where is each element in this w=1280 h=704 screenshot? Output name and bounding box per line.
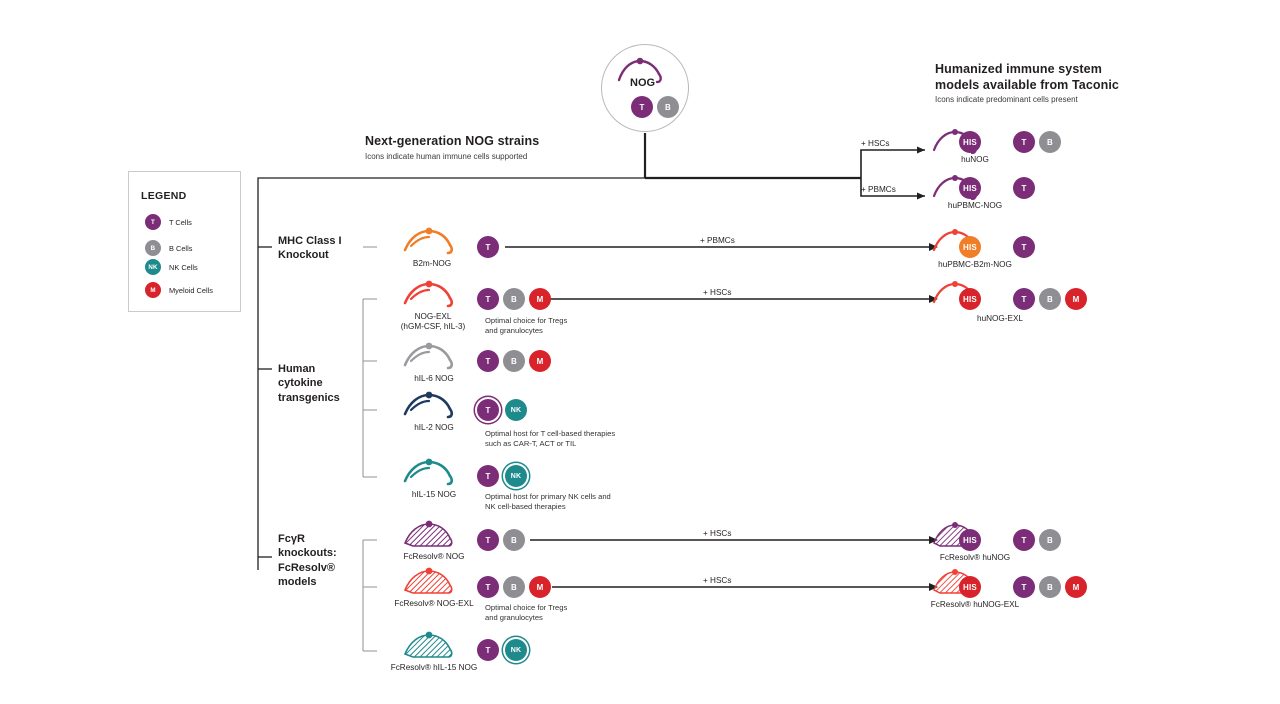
edge-label-fcresolv-nog-exl-to-hunog-exl: + HSCs xyxy=(703,576,732,585)
legend-label-nk-cells: NK Cells xyxy=(169,263,198,272)
strain-label-hil2-nog: hIL-2 NOG xyxy=(414,423,454,432)
note-hil15-nog-line1: Optimal host for primary NK cells and xyxy=(485,492,611,501)
cell-badge-t: T xyxy=(477,529,499,551)
note-hil2-nog-line2: such as CAR-T, ACT or TIL xyxy=(485,438,577,448)
group-label-mhc-line1: MHC Class I xyxy=(278,235,342,247)
mouse-icon-fcresolv-nog xyxy=(401,519,457,549)
cell-badge-b: B xyxy=(1039,576,1061,598)
cell-badge-b: B xyxy=(503,529,525,551)
note-nog-exl xyxy=(485,316,665,336)
cell-badge-b: B xyxy=(1039,288,1061,310)
note-hil15-nog xyxy=(485,492,685,512)
cell-badge-b: B xyxy=(657,96,679,118)
center-header-sub: Icons indicate human immune cells supported xyxy=(365,151,528,161)
cell-badge-t: T xyxy=(1013,131,1035,153)
mouse-icon-hil2-nog xyxy=(401,390,457,420)
cell-badge-nk: NK xyxy=(505,399,527,421)
cell-badge-b: B xyxy=(503,576,525,598)
right-header-line2: models available from Taconic xyxy=(935,77,1119,92)
cell-badge-t: T xyxy=(1013,236,1035,258)
his-badge-fcresolv-hunog-exl: HIS xyxy=(959,576,981,598)
cell-badge-t: T xyxy=(477,236,499,258)
cell-badge-nk: NK xyxy=(505,639,527,661)
right-header-line1: Humanized immune system xyxy=(935,62,1102,76)
edge-label-nog-exl-to-hunog-exl: + HSCs xyxy=(703,288,732,297)
note-hil15-nog-line2: NK cell-based therapies xyxy=(485,501,566,511)
cell-badge-m: M xyxy=(529,350,551,372)
cell-badge-t: T xyxy=(631,96,653,118)
product-label-hupbmc-b2m-nog: huPBMC-B2m-NOG xyxy=(938,260,1012,269)
strain-label-nog-exl-line1: NOG-EXL xyxy=(414,312,452,321)
note-hil2-nog-line1: Optimal host for T cell-based therapies xyxy=(485,429,616,438)
cell-badge-b: B xyxy=(503,350,525,372)
strain-label-nog-exl-line2: (hGM-CSF, hIL-3) xyxy=(400,322,466,332)
right-header-sub: Icons indicate predominant cells present xyxy=(935,95,1078,105)
cell-badge-t: T xyxy=(1013,529,1035,551)
group-label-fcgr-line1: FcγR xyxy=(278,533,305,545)
cell-badge-b: B xyxy=(1039,131,1061,153)
cell-badge-t: T xyxy=(477,288,499,310)
edge-label-b2m-to-hupbmc: + PBMCs xyxy=(700,236,735,245)
note-fcresolv-nog-exl xyxy=(485,603,665,623)
cell-badge-m: M xyxy=(529,576,551,598)
mouse-icon-hil15-nog xyxy=(401,457,457,487)
product-label-fcresolv-hunog-exl: FcResolv® huNOG-EXL xyxy=(930,600,1020,609)
strain-label-hil15-nog: hIL-15 NOG xyxy=(411,490,457,499)
mouse-icon-b2m-nog xyxy=(401,226,457,256)
legend-icon-t-cells: T xyxy=(145,214,161,230)
legend-label-b-cells: B Cells xyxy=(169,244,193,253)
note-fcresolv-nog-exl-line1: Optimal choice for Tregs xyxy=(485,603,568,612)
product-label-fcresolv-hunog: FcResolv® huNOG xyxy=(939,553,1011,562)
group-label-mhc-line2: Knockout xyxy=(278,249,329,262)
cell-badge-m: M xyxy=(1065,288,1087,310)
edge-label-hunog: + HSCs xyxy=(861,139,890,148)
cell-badge-m: M xyxy=(529,288,551,310)
mouse-icon-fcresolv-nog-exl xyxy=(401,566,457,596)
group-label-fcgr xyxy=(278,532,358,589)
root-node-label: NOG xyxy=(630,77,656,89)
cell-badge-t: T xyxy=(477,465,499,487)
mouse-icon-hil6-nog xyxy=(401,341,457,371)
legend-title: LEGEND xyxy=(141,190,187,202)
his-badge-hupbmc-nog: HIS xyxy=(959,177,981,199)
strain-label-fcresolv-nog: FcResolv® NOG xyxy=(403,552,465,561)
product-label-hunog-exl: huNOG-EXL xyxy=(977,314,1023,323)
group-label-cytokine-line3: transgenics xyxy=(278,391,340,404)
cell-badge-b: B xyxy=(503,288,525,310)
cell-badge-t: T xyxy=(477,399,499,421)
note-hil2-nog xyxy=(485,429,685,449)
note-nog-exl-line1: Optimal choice for Tregs xyxy=(485,316,568,325)
cell-badge-t: T xyxy=(1013,288,1035,310)
note-nog-exl-line2: and granulocytes xyxy=(485,325,543,335)
mouse-icon-nog-exl xyxy=(401,279,457,309)
legend-icon-b-cells: B xyxy=(145,240,161,256)
legend-icon-nk-cells: NK xyxy=(145,259,161,275)
strain-label-b2m-nog: B2m-NOG xyxy=(412,259,452,268)
strain-label-hil6-nog: hIL-6 NOG xyxy=(414,374,454,383)
edge-label-hupbmc-nog: + PBMCs xyxy=(861,185,896,194)
center-header xyxy=(365,134,615,162)
legend-label-myeloid-cells: Myeloid Cells xyxy=(169,286,213,295)
cell-badge-t: T xyxy=(477,350,499,372)
his-badge-hunog: HIS xyxy=(959,131,981,153)
group-label-mhc xyxy=(278,234,358,263)
strain-label-fcresolv-nog-exl: FcResolv® NOG-EXL xyxy=(394,599,474,608)
group-label-fcgr-line2: knockouts: xyxy=(278,547,337,560)
cell-badge-b: B xyxy=(1039,529,1061,551)
legend-icon-myeloid-cells: M xyxy=(145,282,161,298)
strain-label-fcresolv-hil15-nog: FcResolv® hIL-15 NOG xyxy=(390,663,478,672)
group-label-cytokine-line1: Human xyxy=(278,363,316,375)
group-label-cytokine-line2: cytokine xyxy=(278,377,323,390)
right-header xyxy=(935,62,1165,106)
center-header-title: Next-generation NOG strains xyxy=(365,134,540,148)
cell-badge-m: M xyxy=(1065,576,1087,598)
cell-badge-t: T xyxy=(1013,576,1035,598)
his-badge-fcresolv-hunog: HIS xyxy=(959,529,981,551)
group-label-fcgr-line4: models xyxy=(278,575,317,588)
group-label-cytokine xyxy=(278,362,358,405)
his-badge-hunog-exl: HIS xyxy=(959,288,981,310)
cell-badge-t: T xyxy=(477,639,499,661)
strain-label-nog-exl xyxy=(385,312,481,333)
mouse-icon-fcresolv-hil15-nog xyxy=(401,630,457,660)
legend-label-t-cells: T Cells xyxy=(169,218,192,227)
cell-badge-t: T xyxy=(1013,177,1035,199)
product-label-hunog: huNOG xyxy=(961,155,989,164)
edge-label-fcresolv-nog-to-hunog: + HSCs xyxy=(703,529,732,538)
note-fcresolv-nog-exl-line2: and granulocytes xyxy=(485,612,543,622)
product-label-hupbmc-nog: huPBMC-NOG xyxy=(947,201,1003,210)
cell-badge-t: T xyxy=(477,576,499,598)
cell-badge-nk: NK xyxy=(505,465,527,487)
group-label-fcgr-line3: FcResolv® xyxy=(278,561,336,574)
his-badge-hupbmc-b2m-nog: HIS xyxy=(959,236,981,258)
